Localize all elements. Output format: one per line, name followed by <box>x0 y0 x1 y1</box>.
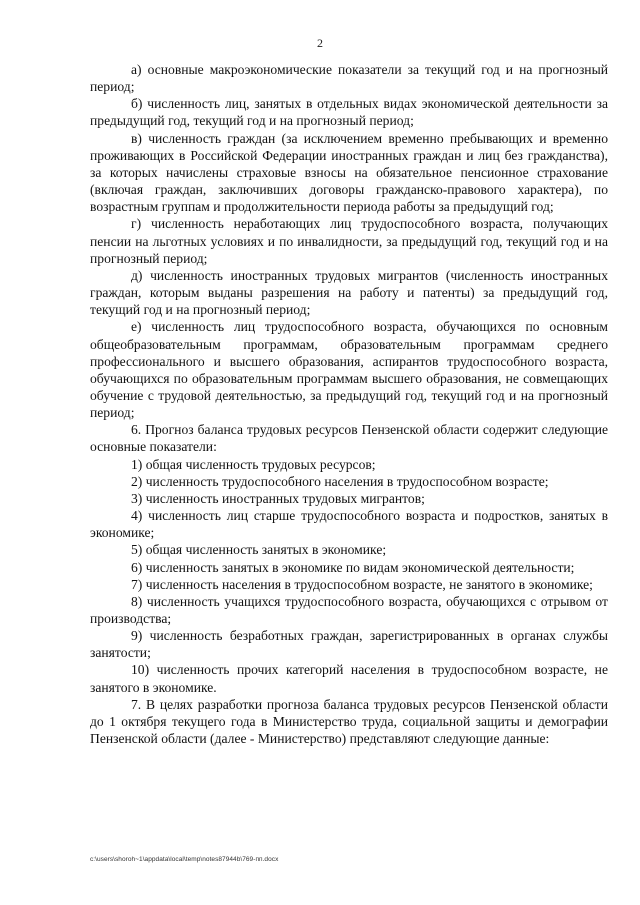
footer-file-path: c:\users\shoroh~1\appdata\local\temp\notes87944b\769-пп.docx <box>90 856 279 863</box>
list-item-5: 5) общая численность занятых в экономике; <box>131 542 387 558</box>
list-item-6: 6) численность занятых в экономике по видам экономической деятельности; <box>131 559 575 575</box>
list-item-1: 1) общая численность трудовых ресурсов; <box>131 456 376 472</box>
list-item-3: 3) численность иностранных трудовых мигрантов; <box>131 490 425 506</box>
list-item-10: 10) численность прочих категорий населения в трудоспособном возрасте, не занятого в экономике. <box>90 662 608 695</box>
list-item-8: 8) численность учащихся трудоспособного возраста, обучающихся с отрывом от производства; <box>90 593 608 626</box>
list-item-9: 9) численность безработных граждан, зарегистрированных в органах службы занятости; <box>90 628 608 661</box>
section-6-heading: 6. Прогноз баланса трудовых ресурсов Пензенской области содержит следующие основные показатели: <box>90 422 608 455</box>
paragraph-a: а) основные макроэкономические показатели за текущий год и на прогнозный период; <box>90 62 608 95</box>
paragraph-e: е) численность лиц трудоспособного возраста, обучающихся по основным общеобразовательным программам, образовательным программам среднего профессионального и высшего образования, аспирантов трудоспособного возраста, обучающихся по образовательным программам высшего образования, не совмещающих обучение с трудовой деятельностью, за предыдущий год, текущий год и на прогнозный период; <box>90 319 608 421</box>
paragraph-v: в) численность граждан (за исключением временно пребывающих и временно проживающих в Российской Федерации иностранных граждан и лиц без гражданства), за которых начислены страховые взносы на обязательное пенсионное страхование (включая граждан, заключивших договоры гражданско-правового характера), по возрастным группам и продолжительности периода работы за предыдущий год; <box>90 130 608 215</box>
section-7-paragraph: 7. В целях разработки прогноза баланса трудовых ресурсов Пензенской области до 1 октября текущего года в Министерство труда, социальной защиты и демографии Пензенской области (далее - Министерство) представляют следующие данные: <box>90 696 608 747</box>
list-item-2: 2) численность трудоспособного населения в трудоспособном возрасте; <box>131 473 549 489</box>
paragraph-g: г) численность неработающих лиц трудоспособного возраста, получающих пенсии на льготных условиях и по инвалидности, за предыдущий год, текущий год и на прогнозный период; <box>90 216 608 266</box>
document-body <box>90 61 608 747</box>
paragraph-d: д) численность иностранных трудовых мигрантов (численность иностранных граждан, которым выданы разрешения на работу и патенты) за предыдущий год, текущий год и на прогнозный период; <box>90 267 608 318</box>
page-number: 2 <box>317 36 323 50</box>
list-item-4: 4) численность лиц старше трудоспособного возраста и подростков, занятых в экономике; <box>90 508 608 541</box>
paragraph-b: б) численность лиц, занятых в отдельных видах экономической деятельности за предыдущий год, текущий год и на прогнозный период; <box>90 96 608 129</box>
list-item-7: 7) численность населения в трудоспособном возрасте, не занятого в экономике; <box>131 576 593 592</box>
